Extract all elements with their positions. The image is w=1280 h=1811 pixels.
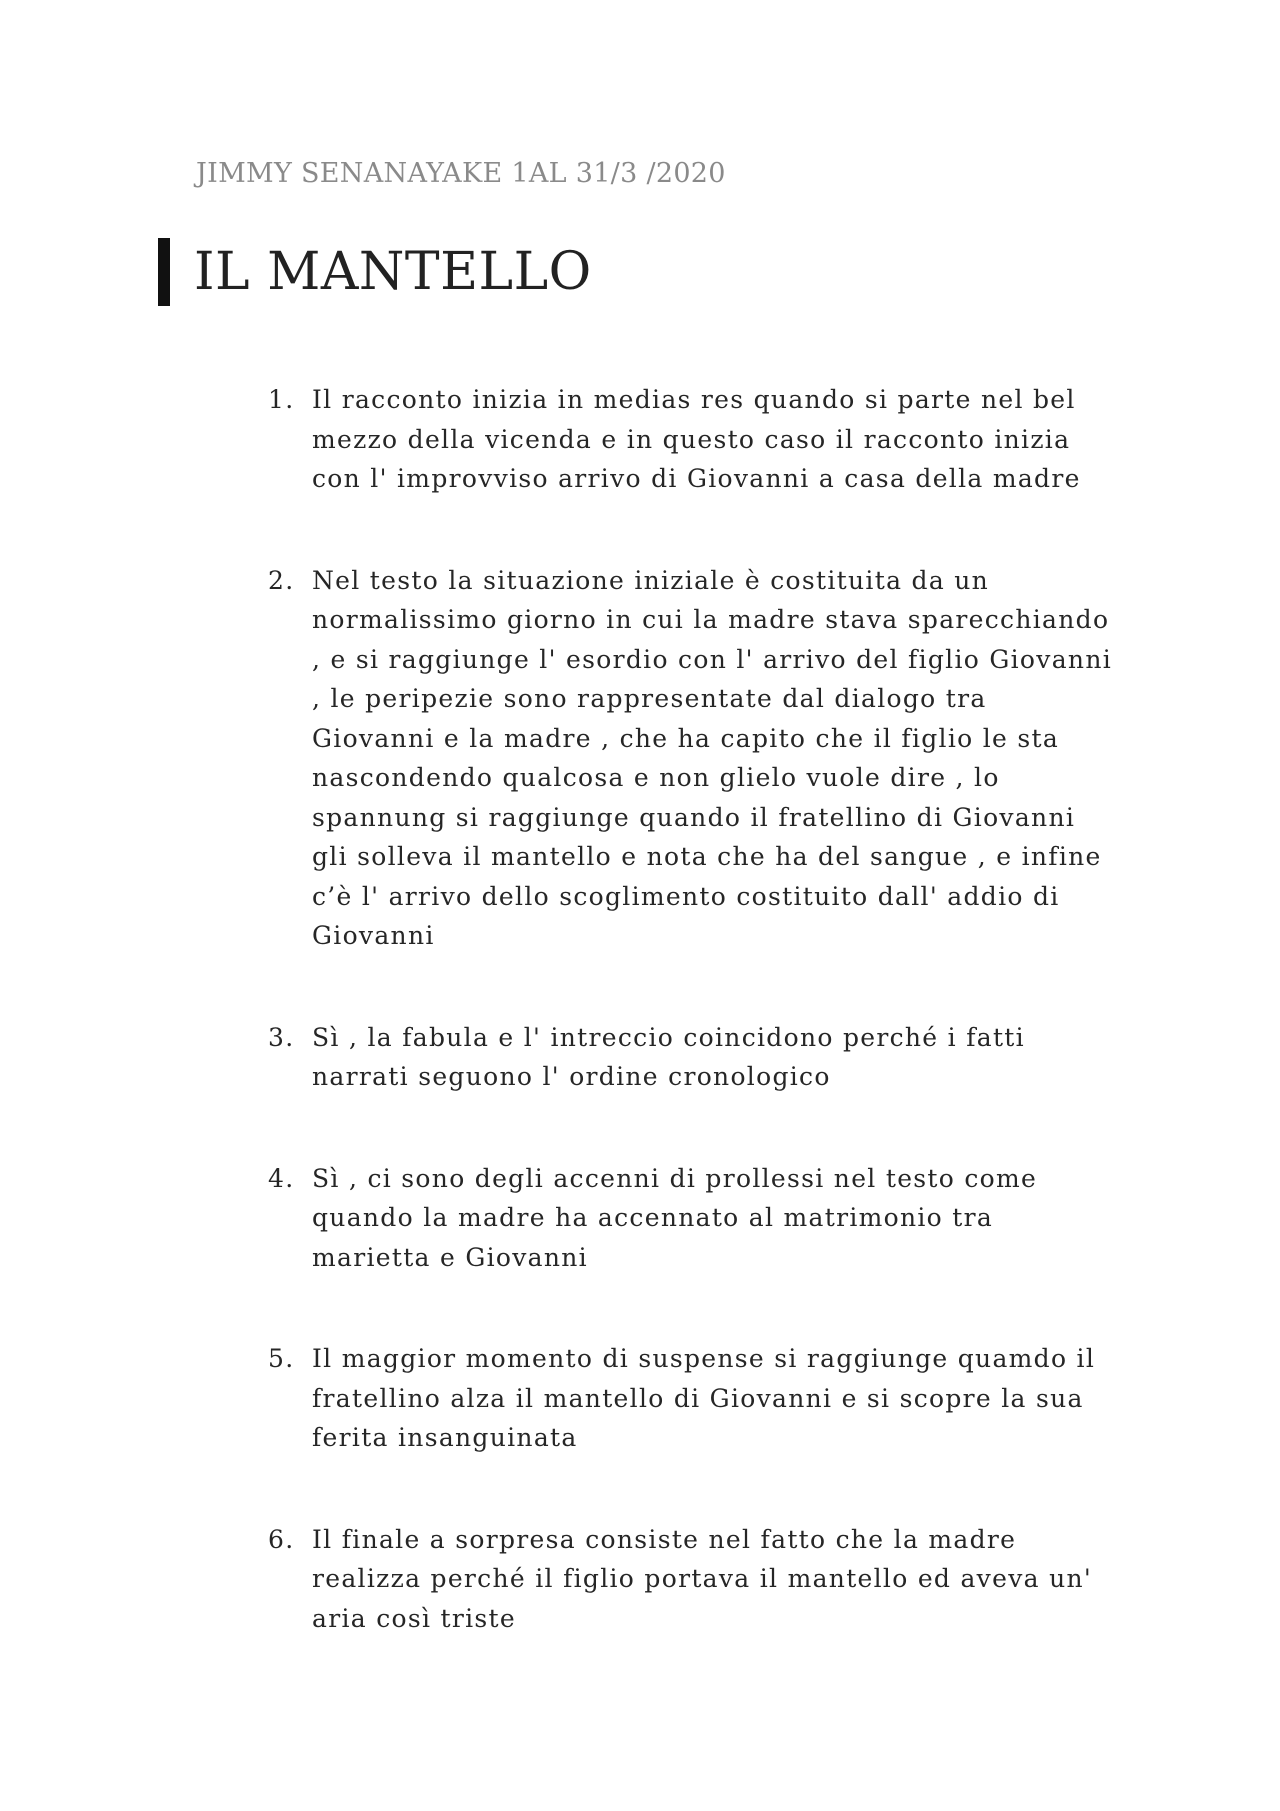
answer-text: Sì , ci sono degli accenni di prollessi nel testo come quando la madre ha accennato al matrimonio tra marietta e Giovanni [312, 1163, 1038, 1272]
document-title: IL MANTELLO [194, 242, 592, 302]
title-accent-bar [158, 238, 170, 306]
answer-number: 6. [268, 1524, 295, 1554]
answer-number: 3. [268, 1022, 295, 1052]
answer-number: 2. [268, 565, 295, 595]
answer-text: Il finale a sorpresa consiste nel fatto che la madre realizza perché il figlio portava il mantello ed aveva un' aria così triste [312, 1524, 1093, 1633]
answer-number: 5. [268, 1344, 295, 1373]
answer-text: Nel testo la situazione iniziale è costituita da un normalissimo giorno in cui la madre stava sparecchiando , e si raggiunge l' esordio con l' arrivo del figlio Giovanni , le peripezie sono rappresentate dal dialogo tra Giovanni e la madre , che ha capito che il figlio le sta nascondendo qualcosa e non glielo vuole dire , lo spannung si raggiunge quando il fratellino di Giovanni gli solleva il mantello e nota che ha del sangue , e infine c’è l' arrivo dello scoglimento costituito dall' addio di Giovanni [312, 565, 1113, 950]
answer-text: Il racconto inizia in medias res quando si parte nel bel mezzo della vicenda e in questo caso il racconto inizia con l' improvviso arrivo di Giovanni a casa della madre [312, 385, 1081, 493]
answer-number: 4. [268, 1163, 295, 1193]
answer-item [268, 1339, 1118, 1458]
answer-text: Il maggior momento di suspense si raggiunge quamdo il fratellino alza il mantello di Giovanni e si scopre la sua ferita insanguinata [312, 1344, 1096, 1452]
answer-item [268, 1159, 1118, 1278]
answer-item [268, 1520, 1118, 1639]
title-block [158, 238, 592, 306]
answer-number: 1. [268, 385, 295, 414]
author-date-line: JIMMY SENANAYAKE 1AL 31/3 /2020 [196, 158, 726, 189]
answer-item [268, 561, 1118, 956]
answer-item [268, 380, 1118, 499]
answer-item [268, 1018, 1118, 1097]
answers-list [268, 380, 1118, 1638]
answer-text: Sì , la fabula e l' intreccio coincidono perché i fatti narrati seguono l' ordine cronologico [312, 1022, 1025, 1091]
